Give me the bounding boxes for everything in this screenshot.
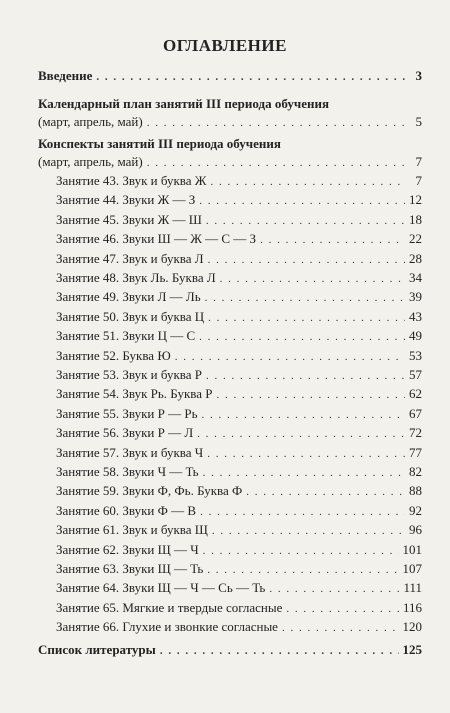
dot-leader	[216, 387, 405, 403]
toc-page-number: 101	[402, 541, 422, 557]
toc-page-number: 57	[409, 367, 422, 382]
toc-entry-lesson[interactable]	[56, 270, 422, 287]
toc-entry-label: Занятие 58. Звуки Ч — Ть	[56, 464, 199, 479]
toc-page-number: 43	[409, 308, 422, 324]
dot-leader	[205, 290, 405, 306]
toc-entry-lesson[interactable]	[56, 192, 422, 209]
toc-entry-lesson[interactable]	[56, 386, 422, 403]
toc-page-number: 111	[403, 580, 422, 596]
toc-entry-label: Занятие 62. Звуки Щ — Ч	[56, 541, 199, 557]
dot-leader	[200, 504, 405, 520]
page-title: ОГЛАВЛЕНИЕ	[163, 36, 287, 55]
toc-page-number: 7	[415, 173, 422, 188]
dot-leader	[96, 69, 406, 85]
toc-entry-lesson[interactable]	[56, 561, 422, 578]
dot-leader	[208, 310, 405, 326]
toc-page-number: 12	[409, 192, 422, 208]
toc-page-number: 72	[409, 425, 422, 441]
toc-entry-intro[interactable]	[38, 68, 422, 85]
dot-leader	[260, 232, 405, 248]
dot-leader	[246, 484, 405, 500]
toc-page-number: 49	[409, 328, 422, 344]
toc-entry-label: Занятие 63. Звуки Щ — Ть	[56, 561, 204, 576]
toc-entry-lesson[interactable]	[56, 348, 422, 365]
toc-entry-label: Занятие 51. Звуки Ц — С	[56, 328, 196, 344]
toc-entry-lesson[interactable]	[56, 542, 422, 559]
toc-entry-label: Занятие 65. Мягкие и твердые согласные	[56, 599, 283, 615]
toc-entry-lesson[interactable]	[56, 212, 422, 229]
toc-entry-label: Занятие 44. Звуки Ж — З	[56, 192, 196, 208]
toc-page-number: 82	[409, 464, 422, 479]
toc-page-number: 107	[402, 561, 422, 576]
toc-entry-lesson[interactable]	[56, 483, 422, 500]
toc-entry-label: Занятие 49. Звуки Л — Ль	[56, 289, 201, 305]
toc-entry-lesson[interactable]	[56, 251, 422, 268]
dot-leader	[175, 349, 405, 365]
toc-entry-label: Занятие 57. Звук и буква Ч	[56, 444, 204, 460]
toc-page-number: 22	[409, 231, 422, 247]
toc-entry-lesson[interactable]	[56, 406, 422, 423]
dot-leader	[160, 643, 399, 659]
toc-entry-lesson[interactable]	[56, 231, 422, 248]
toc-page-number: 67	[409, 405, 422, 421]
toc-entry-label: (март, апрель, май)	[38, 154, 143, 169]
toc-entry-notes[interactable]	[38, 154, 422, 171]
toc-entry-label: Занятие 52. Буква Ю	[56, 347, 171, 363]
toc-page-number: 39	[409, 289, 422, 305]
toc-entry-lesson[interactable]	[56, 619, 422, 636]
dot-leader	[286, 601, 399, 617]
dot-leader	[202, 407, 406, 423]
toc-entry-label: Занятие 55. Звуки Р — Рь	[56, 405, 198, 421]
toc-entry-label: Занятие 56. Звуки Р — Л	[56, 425, 194, 441]
dot-leader	[147, 115, 406, 131]
toc-page-number: 96	[409, 522, 422, 538]
toc-entry-lesson[interactable]	[56, 503, 422, 520]
toc-entry-label: Занятие 66. Глухие и звонкие согласные	[56, 619, 278, 635]
toc-entry-plan[interactable]	[38, 114, 422, 131]
toc-entry-plan-title[interactable]: Календарный план занятий III периода обучения	[38, 96, 329, 111]
toc-page-number: 34	[409, 270, 422, 285]
dot-leader	[212, 523, 405, 539]
dot-leader	[206, 368, 405, 384]
toc-entry-label: Занятие 64. Звуки Щ — Ч — Сь — Ть	[56, 580, 266, 596]
toc-entry-lesson[interactable]	[56, 580, 422, 597]
toc-entry-label: Занятие 50. Звук и буква Ц	[56, 308, 205, 324]
dot-leader	[197, 426, 405, 442]
dot-leader	[203, 543, 399, 559]
toc-page-number: 120	[402, 619, 422, 635]
toc-entry-lesson[interactable]	[56, 328, 422, 345]
toc-page-number: 5	[415, 114, 422, 129]
toc-entry-label: Занятие 54. Звук Рь. Буква Р	[56, 386, 213, 402]
dot-leader	[210, 174, 406, 190]
dot-leader	[269, 581, 399, 597]
toc-page-number: 116	[402, 599, 422, 615]
toc-page-number: 18	[409, 211, 422, 227]
toc-entry-lesson[interactable]	[56, 173, 422, 190]
toc-page-number: 3	[415, 68, 422, 83]
toc-entry-lesson[interactable]	[56, 445, 422, 462]
toc-entry-label: Занятие 46. Звуки Ш — Ж — С — З	[56, 231, 257, 247]
toc-entry-lesson[interactable]	[56, 600, 422, 617]
toc-entry-label: Занятие 47. Звук и буква Л	[56, 250, 204, 266]
toc-entry-label: Занятие 61. Звук и буква Щ	[56, 522, 208, 538]
toc-entry-lesson[interactable]	[56, 522, 422, 539]
toc-page-number: 125	[402, 642, 422, 657]
toc-entry-lesson[interactable]	[56, 309, 422, 326]
toc-entry-label: Занятие 43. Звук и буква Ж	[56, 173, 207, 188]
dot-leader	[147, 155, 406, 171]
toc-entry-label: Занятие 60. Звуки Ф — В	[56, 502, 197, 518]
toc-entry-label: Список литературы	[38, 642, 156, 657]
dot-leader	[203, 465, 405, 481]
toc-page-number: 53	[409, 347, 422, 363]
toc-entry-notes-title[interactable]: Конспекты занятий III периода обучения	[38, 136, 281, 151]
dot-leader	[282, 620, 399, 636]
toc-entry-label: (март, апрель, май)	[38, 114, 143, 129]
dot-leader	[199, 193, 405, 209]
toc-entry-lesson[interactable]	[56, 464, 422, 481]
dot-leader	[220, 271, 405, 287]
toc-page-number: 77	[409, 444, 422, 460]
toc-entry-label: Введение	[38, 68, 93, 83]
toc-page-number: 92	[409, 502, 422, 518]
toc-entry-lesson[interactable]	[56, 425, 422, 442]
toc-entry-references[interactable]	[38, 642, 422, 659]
dot-leader	[208, 252, 405, 268]
toc-entry-label: Занятие 53. Звук и буква Р	[56, 367, 203, 382]
toc-entry-label: Занятие 59. Звуки Ф, Фь. Буква Ф	[56, 483, 243, 499]
toc-page-number: 88	[409, 483, 422, 499]
dot-leader	[199, 329, 405, 345]
toc-page-number: 7	[415, 154, 422, 169]
toc-entry-label: Занятие 45. Звуки Ж — Ш	[56, 211, 202, 227]
toc-page-number: 28	[409, 250, 422, 266]
toc-entry-lesson[interactable]	[56, 289, 422, 306]
dot-leader	[207, 446, 405, 462]
dot-leader	[207, 562, 398, 578]
toc-page-number: 62	[409, 386, 422, 402]
dot-leader	[206, 213, 405, 229]
toc-entry-label: Занятие 48. Звук Ль. Буква Л	[56, 270, 216, 285]
toc-entry-lesson[interactable]	[56, 367, 422, 384]
